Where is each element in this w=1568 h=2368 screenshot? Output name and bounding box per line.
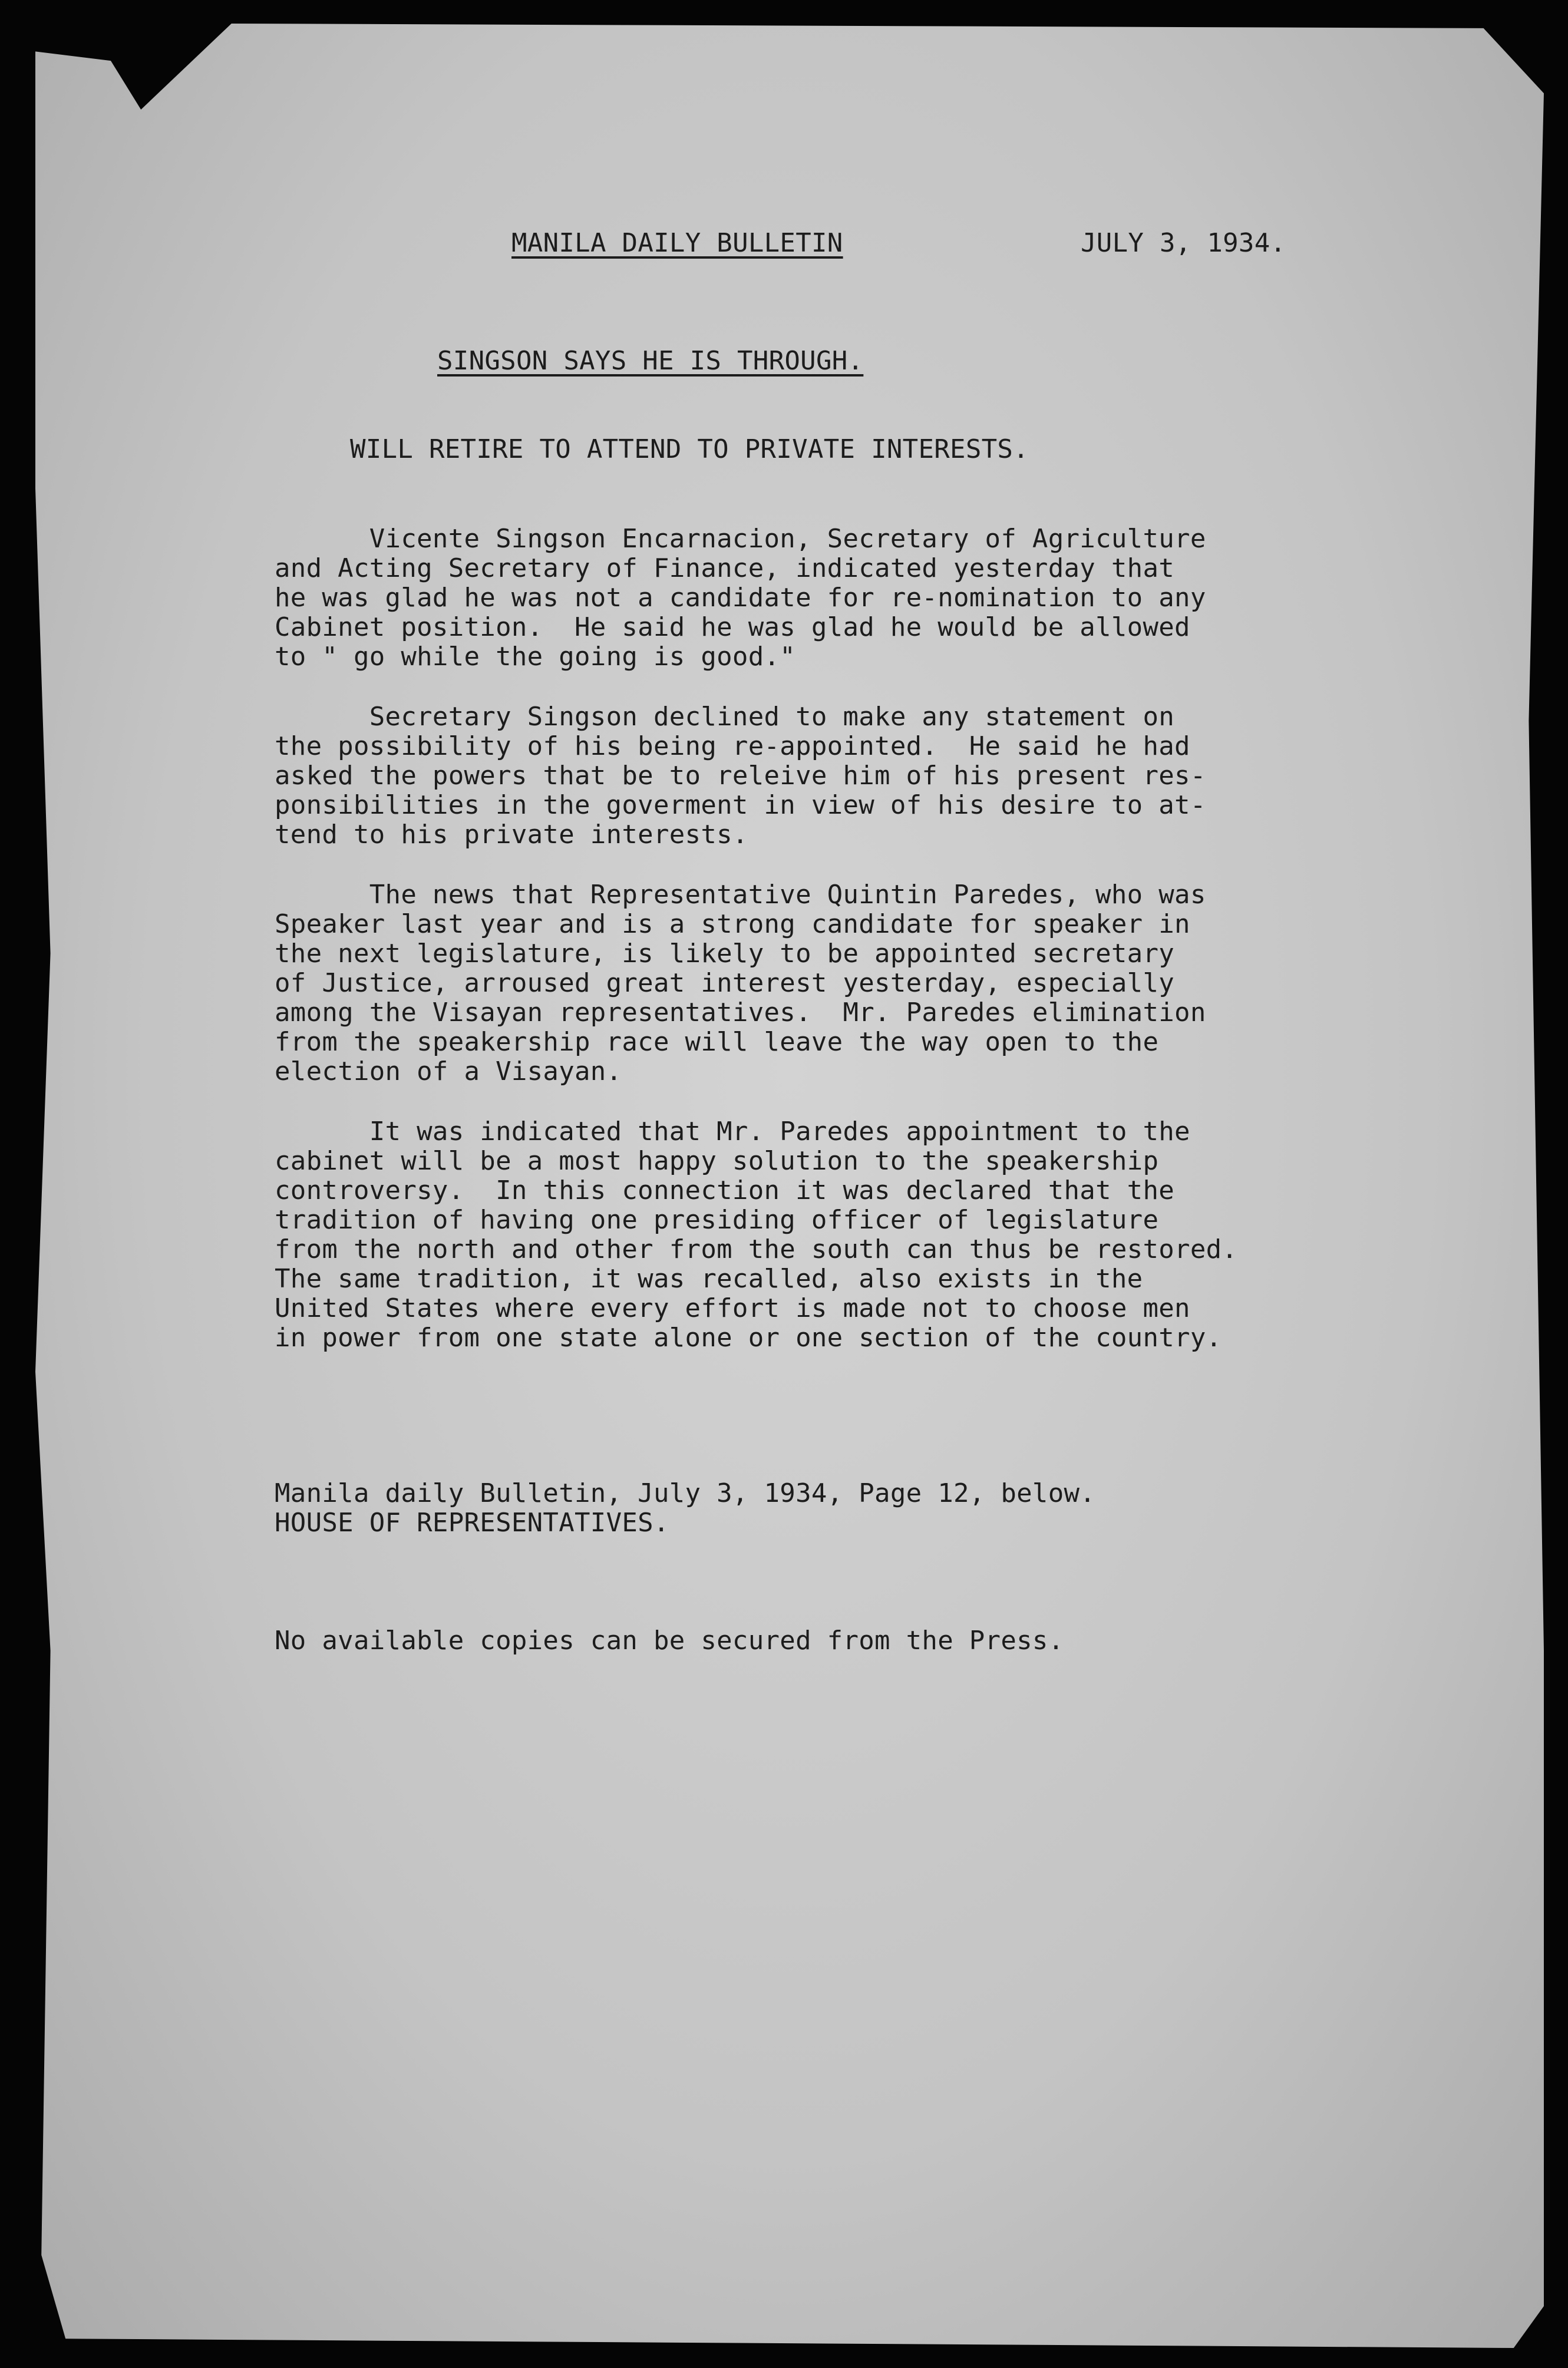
text-line: of Justice, arroused great interest yesterday, especially xyxy=(275,968,1175,998)
text-line: ponsibilities in the goverment in view of his desire to at- xyxy=(275,790,1206,820)
text-line: United States where every effort is made not to choose men xyxy=(275,1293,1190,1323)
headline: SINGSON SAYS HE IS THROUGH. xyxy=(437,346,864,376)
source-citation: Manila daily Bulletin, July 3, 1934, Page 12, below. xyxy=(275,1478,1096,1508)
subheadline: WILL RETIRE TO ATTEND TO PRIVATE INTERESTS. xyxy=(350,434,1029,464)
text-line: Cabinet position. He said he was glad he would be allowed xyxy=(275,612,1190,642)
text-line: from the speakership race will leave the way open to the xyxy=(275,1027,1159,1057)
text-line: It was indicated that Mr. Paredes appointment to the xyxy=(275,1117,1190,1147)
text-line: among the Visayan representatives. Mr. Paredes elimination xyxy=(275,998,1206,1028)
publication-date: JULY 3, 1934. xyxy=(1081,228,1286,258)
text-line: Speaker last year and is a strong candidate for speaker in xyxy=(275,909,1190,939)
text-line: tend to his private interests. xyxy=(275,820,748,850)
text-line: the next legislature, is likely to be appointed secretary xyxy=(275,939,1175,969)
text-line: Secretary Singson declined to make any statement on xyxy=(275,702,1175,732)
text-line: Vicente Singson Encarnacion, Secretary of Agriculture xyxy=(275,524,1206,554)
text-line: controversy. In this connection it was declared that the xyxy=(275,1175,1175,1206)
text-line: The news that Representative Quintin Paredes, who was xyxy=(275,880,1206,910)
text-line: the possibility of his being re-appointed. He said he had xyxy=(275,731,1190,761)
source-section: HOUSE OF REPRESENTATIVES. xyxy=(275,1508,669,1538)
text-line: election of a Visayan. xyxy=(275,1056,622,1086)
text-line: tradition of having one presiding officer of legislature xyxy=(275,1205,1159,1235)
text-line: asked the powers that be to releive him of his present res- xyxy=(275,761,1206,791)
publication-name: MANILA DAILY BULLETIN xyxy=(511,228,843,258)
availability-note: No available copies can be secured from the Press. xyxy=(275,1626,1064,1656)
text-line: in power from one state alone or one section of the country. xyxy=(275,1323,1222,1353)
text-line: from the north and other from the south can thus be restored. xyxy=(275,1234,1238,1264)
text-line: and Acting Secretary of Finance, indicated yesterday that xyxy=(275,553,1175,583)
text-line: The same tradition, it was recalled, also exists in the xyxy=(275,1264,1143,1294)
text-line: he was glad he was not a candidate for re-nomination to any xyxy=(275,583,1206,613)
text-line: to " go while the going is good." xyxy=(275,642,796,672)
text-line: cabinet will be a most happy solution to the speakership xyxy=(275,1146,1159,1176)
